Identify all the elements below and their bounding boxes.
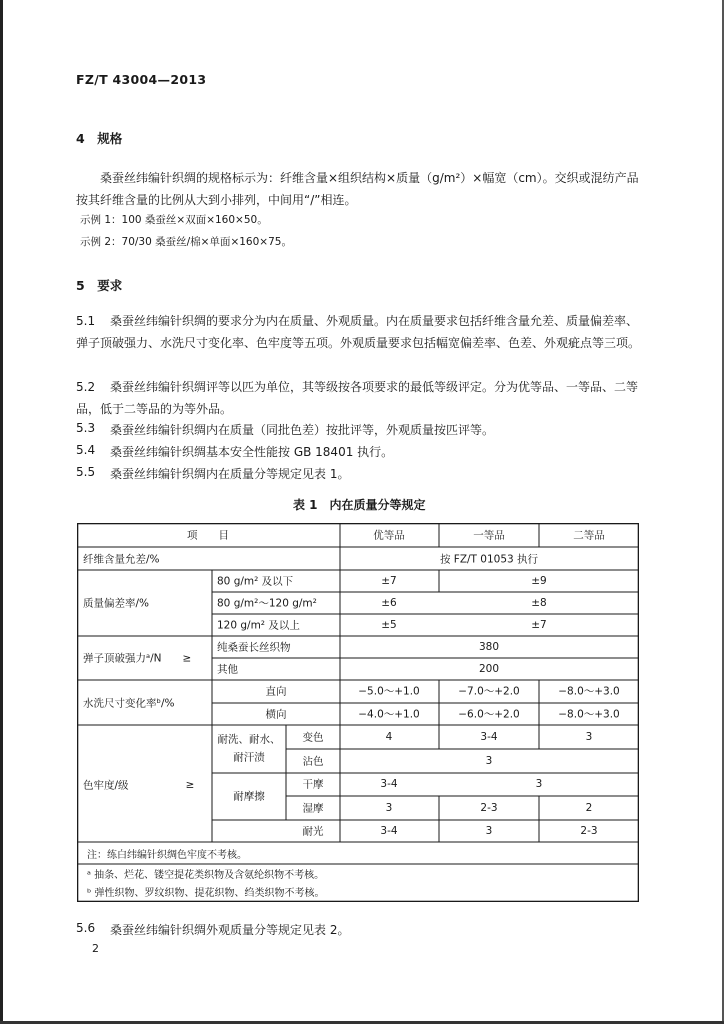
mass-range-1: 80 g/m² 及以下 xyxy=(217,575,294,588)
section-4-paragraph: 桑蚕丝纬编针织绸的规格标示为：纤维含量×组织结构×质量（g/m²）×幅宽（cm）。交织或混纺产品按其纤维含量的比例从大到小排列，中间用“/”相连。 xyxy=(76,171,639,207)
footnote-b: ᵇ 弹性织物、罗纹织物、提花织物、绉类织物不考核。 xyxy=(87,888,325,899)
burst-row-2: 其他 xyxy=(217,663,238,676)
dry-rub-grade-2: 3 xyxy=(535,778,543,790)
clause-5-4-number: 5.4 xyxy=(76,443,96,457)
example-2: 示例 2：70/30 桑蚕丝/棉×单面×160×75。 xyxy=(80,236,292,248)
wash-row-1-grade-1: −5.0～+1.0 xyxy=(358,685,420,698)
clause-5-3-text: 桑蚕丝纬编针织绸内在质量（同批色差）按批评等，外观质量按匹评等。 xyxy=(110,423,495,437)
colorfastness-group-1a: 耐洗、耐水、 xyxy=(217,733,281,746)
clause-5-4-text: 桑蚕丝纬编针织绸基本安全性能按 GB 18401 执行。 xyxy=(110,445,394,459)
footnote-a: ᵃ 抽条、烂花、镂空提花类织物及含氨纶织物不考核。 xyxy=(87,870,325,881)
mass-range-3-grade-2: ±7 xyxy=(531,619,547,631)
mass-label: 质量偏差率/% xyxy=(83,597,150,610)
color-change-grade-1: 4 xyxy=(385,731,393,743)
wet-rub-label: 湿摩 xyxy=(302,802,324,815)
stain-value: 3 xyxy=(485,755,493,767)
wash-row-2-grade-2: −6.0～+2.0 xyxy=(458,708,520,721)
burst-row-1: 纯桑蚕长丝织物 xyxy=(217,641,291,654)
clause-5-1-number: 5.1 xyxy=(76,314,96,328)
burst-label: 弹子顶破强力ᵃ/N ≥ xyxy=(83,652,192,665)
colorfastness-ge: ≥ xyxy=(185,779,195,791)
color-change-grade-3: 3 xyxy=(585,731,593,743)
clause-5-1-text: 桑蚕丝纬编针织绸的要求分为内在质量、外观质量。内在质量要求包括纤维含量允差、质量偏差率、弹子顶破强力、水洗尺寸变化率、色牢度等五项。外观质量要求包括幅宽偏差率、色差、外观疵点等三项。 xyxy=(76,314,641,350)
wash-row-2-grade-3: −8.0～+3.0 xyxy=(558,708,620,721)
clause-5-2-text: 桑蚕丝纬编针织绸评等以匹为单位，其等级按各项要求的最低等级评定。分为优等品、一等品、二等品，低于二等品的为等外品。 xyxy=(76,380,639,416)
burst-row-2-value: 200 xyxy=(478,663,500,675)
scan-edge xyxy=(0,0,3,1024)
dry-rub-grade-1: 3-4 xyxy=(380,778,398,790)
clause-5-2-number: 5.2 xyxy=(76,380,96,394)
table-note: 注：练白纬编针织绸色牢度不考核。 xyxy=(87,850,247,861)
wash-row-1: 直向 xyxy=(265,685,287,698)
color-change-grade-2: 3-4 xyxy=(480,731,498,743)
wash-row-2-grade-1: −4.0～+1.0 xyxy=(358,708,420,721)
wash-row-1-grade-2: −7.0～+2.0 xyxy=(458,685,520,698)
fiber-value: 按 FZ/T 01053 执行 xyxy=(439,553,539,566)
rub-label: 耐摩擦 xyxy=(233,790,265,803)
section-4-heading: 4 规格 xyxy=(76,131,123,146)
mass-range-1-grade-2: ±9 xyxy=(531,575,547,587)
light-grade-2: 3 xyxy=(485,825,493,837)
table-1-caption: 表 1 内在质量分等规定 xyxy=(293,498,426,512)
wet-rub-grade-2: 2-3 xyxy=(480,802,498,814)
wet-rub-grade-3: 2 xyxy=(585,802,593,814)
color-change-label: 变色 xyxy=(302,731,324,744)
wash-row-1-grade-3: −8.0～+3.0 xyxy=(558,685,620,698)
colorfastness-group-1b: 耐汗渍 xyxy=(233,751,265,764)
clause-5-6-text: 桑蚕丝纬编针织绸外观质量分等规定见表 2。 xyxy=(110,923,350,937)
dry-rub-label: 干摩 xyxy=(302,778,324,791)
mass-range-2: 80 g/m²～120 g/m² xyxy=(217,597,317,610)
clause-5-3-number: 5.3 xyxy=(76,421,96,435)
clause-5-5-number: 5.5 xyxy=(76,465,96,479)
colorfastness-label: 色牢度/级 xyxy=(83,779,129,792)
header-grade-1: 优等品 xyxy=(373,529,405,542)
clause-5-6-number: 5.6 xyxy=(76,921,96,935)
section-5-heading: 5 要求 xyxy=(76,278,123,293)
example-1: 示例 1：100 桑蚕丝×双面×160×50。 xyxy=(80,214,268,226)
mass-range-2-grade-1: ±6 xyxy=(381,597,397,609)
mass-range-1-grade-1: ±7 xyxy=(381,575,397,587)
table-1 xyxy=(77,523,639,902)
standard-code: FZ/T 43004—2013 xyxy=(76,72,207,87)
stain-label: 沾色 xyxy=(302,755,324,768)
header-grade-3: 二等品 xyxy=(573,529,605,542)
mass-range-3: 120 g/m² 及以上 xyxy=(217,619,300,632)
wet-rub-grade-1: 3 xyxy=(385,802,393,814)
clause-5-5-text: 桑蚕丝纬编针织绸内在质量分等规定见表 1。 xyxy=(110,467,350,481)
light-grade-1: 3-4 xyxy=(380,825,398,837)
header-item: 项 目 xyxy=(187,529,229,542)
page-number: 2 xyxy=(92,942,99,955)
mass-range-3-grade-1: ±5 xyxy=(381,619,397,631)
light-grade-3: 2-3 xyxy=(580,825,598,837)
burst-row-1-value: 380 xyxy=(478,641,500,653)
mass-range-2-grade-2: ±8 xyxy=(531,597,547,609)
header-grade-2: 一等品 xyxy=(473,529,505,542)
light-label: 耐光 xyxy=(302,825,324,838)
wash-row-2: 横向 xyxy=(265,708,287,721)
fiber-label: 纤维含量允差/% xyxy=(83,553,160,566)
wash-label: 水洗尺寸变化率ᵇ/% xyxy=(83,697,175,710)
